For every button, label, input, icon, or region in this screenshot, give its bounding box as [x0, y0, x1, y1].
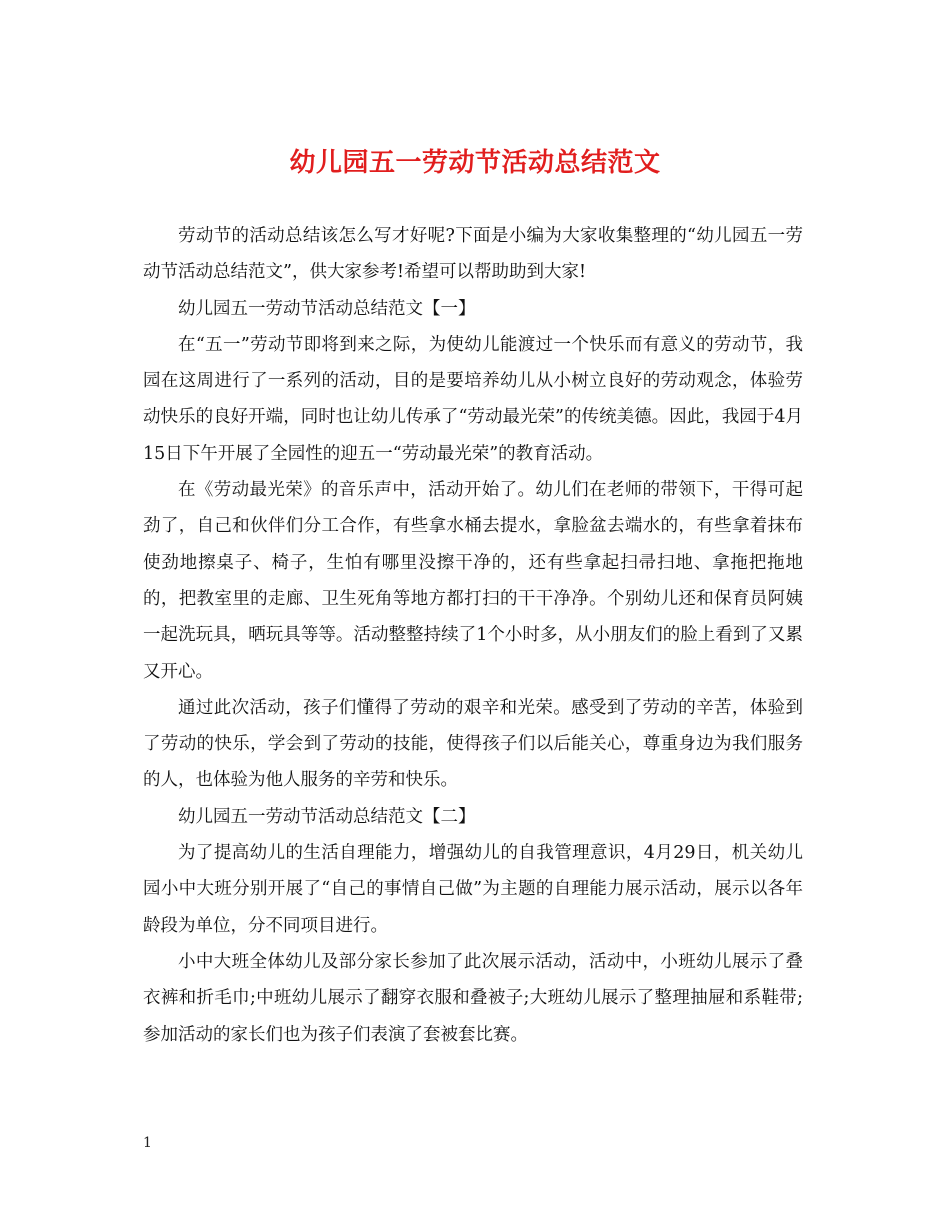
intro-paragraph: 劳动节的活动总结该怎么写才好呢?下面是小编为大家收集整理的“幼儿园五一劳动节活动总结范文”，供大家参考!希望可以帮助助到大家! — [143, 226, 803, 283]
document-body — [143, 218, 803, 1053]
page-number: 1 — [143, 1135, 152, 1151]
document-title: 幼儿园五一劳动节活动总结范文 — [289, 148, 661, 178]
body-paragraph: 在“五一”劳动节即将到来之际，为使幼儿能渡过一个快乐而有意义的劳动节，我园在这周进行了一系列的活动，目的是要培养幼儿从小树立良好的劳动观念，体验劳动快乐的良好开端，同时也让幼儿传承了“劳动最光荣”的传统美德。因此，我园于4月15日下午开展了全园性的迎五一“劳动最光荣”的教育活动。 — [143, 334, 803, 464]
body-paragraph: 小中大班全体幼儿及部分家长参加了此次展示活动，活动中，小班幼儿展示了叠衣裤和折毛巾;中班幼儿展示了翻穿衣服和叠被子;大班幼儿展示了整理抽屉和系鞋带;参加活动的家长们也为孩子们表演了套被套比赛。 — [143, 951, 803, 1045]
section-heading-2: 幼儿园五一劳动节活动总结范文【二】 — [178, 806, 476, 827]
section-heading-1: 幼儿园五一劳动节活动总结范文【一】 — [178, 298, 476, 319]
body-paragraph: 为了提高幼儿的生活自理能力，增强幼儿的自我管理意识，4月29日，机关幼儿园小中大班分别开展了“自己的事情自己做”为主题的自理能力展示活动，展示以各年龄段为单位，分不同项目进行。 — [143, 843, 803, 936]
body-paragraph: 在《劳动最光荣》的音乐声中，活动开始了。幼儿们在老师的带领下，干得可起劲了，自己和伙伴们分工合作，有些拿水桶去提水，拿脸盆去端水的，有些拿着抹布使劲地擦桌子、椅子，生怕有哪里没擦干净的，还有些拿起扫帚扫地、拿拖把拖地的，把教室里的走廊、卫生死角等地方都打扫的干干净净。个别幼儿还和保育员阿姨一起洗玩具，晒玩具等等。活动整整持续了1个小时多，从小朋友们的脸上看到了又累又开心。 — [143, 480, 803, 682]
body-paragraph: 通过此次活动，孩子们懂得了劳动的艰辛和光荣。感受到了劳动的辛苦，体验到了劳动的快乐，学会到了劳动的技能，使得孩子们以后能关心，尊重身边为我们服务的人，也体验为他人服务的辛劳和快乐。 — [143, 697, 803, 791]
